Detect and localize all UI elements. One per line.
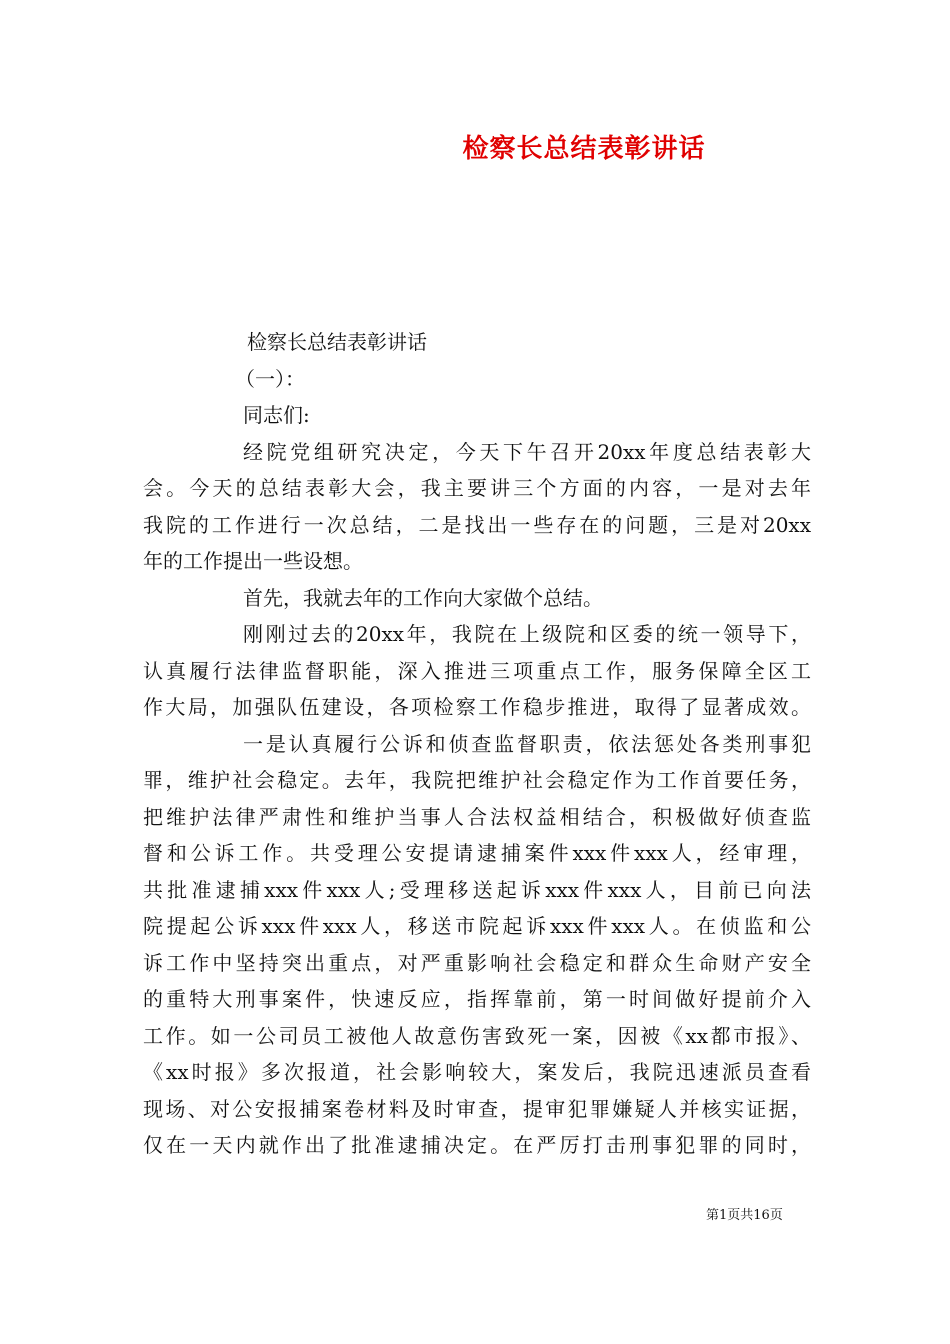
paragraph-line: 认真履行法律监督职能，深入推进三项重点工作，服务保障全区工 bbox=[143, 658, 811, 683]
paragraph-line: 首先，我就去年的工作向大家做个总结。 bbox=[243, 585, 603, 610]
salutation: 同志们: bbox=[243, 403, 310, 427]
page-number: 第1页共16页 bbox=[706, 1208, 783, 1223]
paragraph-line: 仅在一天内就作出了批准逮捕决定。在严厉打击刑事犯罪的同时， bbox=[143, 1133, 811, 1157]
paragraph-line: 督和公诉工作。共受理公安提请逮捕案件xxx件xxx人，经审理， bbox=[143, 841, 811, 865]
document-body bbox=[143, 324, 811, 1164]
section-heading: 检察长总结表彰讲话 bbox=[247, 330, 427, 354]
paragraph-line: 刚刚过去的20xx年，我院在上级院和区委的统一领导下， bbox=[243, 622, 811, 646]
paragraph-line: 院提起公诉xxx件xxx人，移送市院起诉xxx件xxx人。在侦监和公 bbox=[143, 914, 811, 938]
paragraph-line: 一是认真履行公诉和侦查监督职责，依法惩处各类刑事犯 bbox=[243, 731, 811, 756]
paragraph-line: 工作。如一公司员工被他人故意伤害致死一案，因被《xx都市报》、 bbox=[143, 1023, 811, 1048]
paragraph-line: 《xx时报》多次报道，社会影响较大，案发后，我院迅速派员查看 bbox=[143, 1060, 811, 1084]
paragraph-line: 把维护法律严肃性和维护当事人合法权益相结合，积极做好侦查监 bbox=[143, 804, 811, 829]
document-title: 检察长总结表彰讲话 bbox=[462, 134, 706, 164]
paragraph-line: 的重特大刑事案件，快速反应，指挥靠前，第一时间做好提前介入 bbox=[143, 987, 811, 1011]
paragraph-line: 现场、对公安报捕案卷材料及时审查，提审犯罪嫌疑人并核实证据， bbox=[143, 1096, 811, 1121]
paragraph-line: 诉工作中坚持突出重点，对严重影响社会稳定和群众生命财产安全 bbox=[143, 950, 811, 975]
paragraph-line: 会。今天的总结表彰大会，我主要讲三个方面的内容，一是对去年 bbox=[143, 476, 811, 500]
paragraph-line: 年的工作提出一些设想。 bbox=[143, 549, 363, 573]
paragraph-line: 共批准逮捕xxx件xxx人;受理移送起诉xxx件xxx人，目前已向法 bbox=[143, 877, 811, 902]
paragraph-line: 经院党组研究决定，今天下午召开20xx年度总结表彰大 bbox=[243, 439, 811, 464]
paragraph-line: 作大局，加强队伍建设，各项检察工作稳步推进，取得了显著成效。 bbox=[143, 695, 811, 719]
paragraph-line: 罪，维护社会稳定。去年，我院把维护社会稳定作为工作首要任务， bbox=[143, 768, 811, 792]
paragraph-line: 我院的工作进行一次总结，二是找出一些存在的问题，三是对20xx bbox=[143, 512, 811, 537]
section-number: （一）： bbox=[235, 366, 305, 391]
